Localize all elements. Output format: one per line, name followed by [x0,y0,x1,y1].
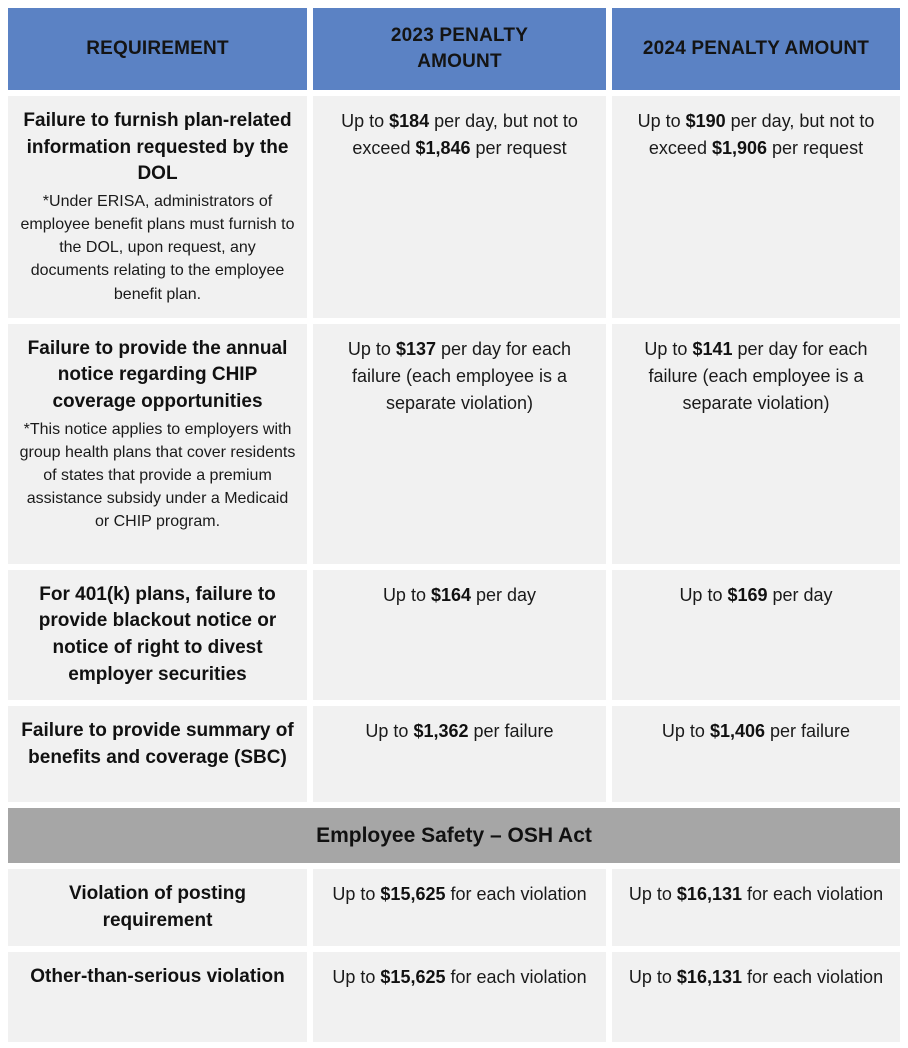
table-row [8,96,900,318]
table-row [8,952,900,1042]
requirement-title: For 401(k) plans, failure to provide blackout notice or notice of right to divest employer securities [38,583,277,685]
penalty-amount: $1,906 [711,138,768,158]
penalty-2024-cell [612,706,900,802]
penalty-2023-cell [313,869,606,946]
requirement-cell [8,706,307,802]
penalty-2023-text [323,582,596,609]
penalty-segment: for each violation [742,884,884,905]
section-band-employee-safety [8,808,900,863]
requirement-title: Failure to provide the annual notice regarding CHIP coverage opportunities [27,337,288,412]
penalty-segment: Up to [628,884,677,905]
penalty-segment: for each violation [742,967,884,988]
penalty-segment: Up to [628,967,677,988]
requirement-note: *This notice applies to employers with group health plans that cover residents of states that provide a premium assistance subsidy under a Medicaid or CHIP program. [19,420,296,531]
header-2023-penalty-label: 2023 PENALTY AMOUNT [390,25,529,72]
penalty-amount: $141 [692,338,733,359]
table-row [8,324,900,564]
penalty-amount: $16,131 [676,967,742,988]
penalty-segment: for each violation [445,884,587,905]
penalty-segment: per request [767,138,864,158]
penalty-segment: for each violation [445,967,587,988]
penalty-segment: per day [767,584,833,605]
penalty-2023-cell [313,952,606,1042]
requirement-cell [8,570,307,700]
penalty-segment: per failure [468,721,554,742]
penalty-amount: $169 [727,584,768,605]
table-header-row [8,8,900,90]
penalty-amount: $16,131 [676,884,742,905]
penalty-2023-text [323,336,596,417]
penalty-segment: Up to [382,584,431,605]
penalty-segment: Up to [332,884,381,905]
penalty-segment: per request [470,138,567,158]
penalty-segment: Up to [347,338,396,359]
penalty-segment: Up to [365,721,414,742]
requirement-note: *Under ERISA, administrators of employee benefit plans must furnish to the DOL, upon request, any documents relating to the employee benefit plan. [20,192,295,303]
penalty-2023-cell [313,96,606,318]
penalty-2024-text [622,718,890,745]
penalty-segment: per day, but not to exceed [352,111,578,158]
penalty-2024-cell [612,869,900,946]
penalty-segment: Up to [661,721,710,742]
requirement-title: Violation of posting requirement [69,883,246,931]
requirement-cell [8,96,307,318]
penalty-2024-cell [612,952,900,1042]
penalty-segment: per day [471,584,537,605]
penalty-segment: Up to [679,584,728,605]
penalty-amount: $15,625 [380,967,446,988]
penalty-2024-text [622,964,890,991]
requirement-title: Failure to provide summary of benefits and coverage (SBC) [21,720,294,768]
penalty-amount: $190 [685,111,726,131]
header-cell-2023-penalty [313,8,606,90]
penalty-2024-text [622,582,890,609]
penalty-segment: Up to [644,338,693,359]
penalty-2024-cell [612,324,900,564]
requirement-cell [8,324,307,564]
penalty-segment: Up to [341,111,390,131]
requirement-cell [8,952,307,1042]
penalty-amount: $15,625 [380,884,446,905]
header-2024-penalty-label: 2024 PENALTY AMOUNT [642,38,870,60]
penalty-amount: $184 [389,111,430,131]
section-band-label: Employee Safety – OSH Act [316,823,592,847]
penalty-2023-text [323,108,596,162]
penalty-segment: per day for each failure (each employee is a separate violation) [351,338,572,413]
header-requirement-label: REQUIREMENT [86,38,229,60]
penalty-amount: $1,846 [415,138,471,158]
penalty-2024-text [622,336,890,417]
requirement-title: Failure to furnish plan-related information requested by the DOL [23,110,292,185]
table-row [8,869,900,946]
penalty-2023-text [323,964,596,991]
penalty-amount: $1,406 [709,721,766,742]
penalty-2023-cell [313,570,606,700]
penalty-segment: per failure [765,721,851,742]
penalty-2023-cell [313,706,606,802]
penalty-amount: $1,362 [413,721,469,742]
requirement-cell [8,869,307,946]
penalty-segment: per day, but not to exceed [648,111,875,158]
penalty-2024-text [622,108,890,162]
penalty-2023-text [323,881,596,908]
table-row [8,706,900,802]
penalty-segment: Up to [332,967,381,988]
penalty-amount: $164 [430,584,472,605]
penalty-2024-cell [612,96,900,318]
penalty-segment: per day for each failure (each employee is a separate violation) [648,338,868,413]
penalty-2023-text [323,718,596,745]
requirement-title: Other-than-serious violation [30,966,285,988]
penalty-2024-cell [612,570,900,700]
penalty-2024-text [622,881,890,908]
header-cell-2024-penalty [612,8,900,90]
penalty-amount: $137 [395,338,436,359]
penalty-2023-cell [313,324,606,564]
header-cell-requirement [8,8,307,90]
penalty-segment: Up to [637,111,686,131]
table-row [8,570,900,700]
